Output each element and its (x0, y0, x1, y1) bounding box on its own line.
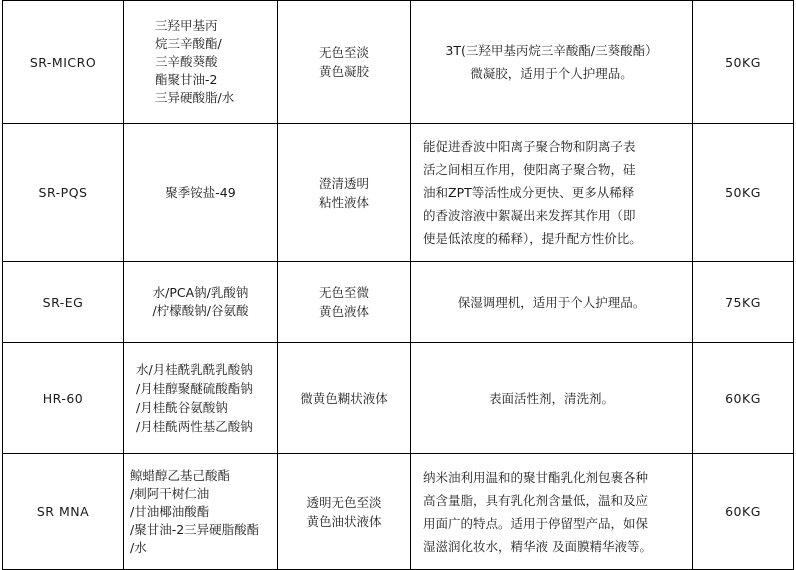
ingredient-line: 水/PCA钠/乳酸钠 (152, 285, 249, 300)
description-cell (411, 1, 693, 124)
package-size-cell (693, 262, 794, 343)
ingredient-line: 水/月桂酰乳酰乳酸钠 (136, 362, 253, 377)
package-size: 50KG (725, 185, 761, 200)
appearance-line: 微黄色糊状液体 (300, 390, 388, 406)
appearance-cell (278, 1, 411, 124)
ingredients-cell (124, 262, 278, 343)
ingredient-line: /刺阿干树仁油 (130, 485, 210, 501)
table-row (3, 1, 794, 124)
ingredients-cell (124, 124, 278, 262)
ingredient-line: /水 (130, 539, 147, 555)
appearance-line: 粘性液体 (318, 194, 369, 210)
product-code-cell (3, 262, 124, 343)
appearance-line: 黄色液体 (318, 304, 369, 319)
ingredient-line: 烷三辛酸酯/ (155, 36, 222, 51)
description-cell (411, 124, 693, 262)
appearance-line: 黄色凝胶 (318, 64, 369, 79)
description-cell (411, 343, 693, 454)
description-cell (411, 454, 693, 570)
ingredients-cell (124, 343, 278, 454)
appearance-line: 无色至淡 (318, 45, 369, 60)
description-line: 纳米油利用温和的聚甘酯乳化剂包裹各种 (423, 469, 649, 485)
description-line: 微凝胶，适用于个人护理品。 (470, 66, 633, 81)
ingredient-line: /月桂酰谷氨酸钠 (136, 400, 228, 415)
package-size: 60KG (725, 504, 761, 519)
appearance-cell (278, 454, 411, 570)
description-line: 保湿调理机，适用于个人护理品。 (457, 294, 646, 310)
ingredient-line: /甘油椰油酸酯 (130, 503, 210, 519)
product-code: SR MNA (36, 504, 90, 519)
description-line: 的香波溶液中絮凝出来发挥其作用（即 (423, 208, 636, 223)
description-line: 用面广的特点。适用于停留型产品，如保 (423, 515, 649, 531)
product-code-cell (3, 124, 124, 262)
product-code: SR-PQS (38, 185, 88, 200)
product-code: SR-MICRO (29, 54, 97, 70)
appearance-cell (278, 343, 411, 454)
appearance-cell (278, 124, 411, 262)
ingredient-line: /月桂酰两性基乙酸钠 (136, 419, 253, 434)
product-code-cell (3, 1, 124, 124)
description-line: 湿滋润化妆水，精华液 及面膜精华液等。 (423, 538, 652, 554)
product-table-body (3, 1, 794, 570)
package-size-cell (693, 454, 794, 570)
ingredients-cell (124, 1, 278, 124)
package-size-cell (693, 1, 794, 124)
ingredient-line: 三异硬酸脂/水 (155, 90, 235, 105)
description-line: 表面活性剂，清洗剂。 (488, 390, 614, 406)
ingredient-line: 三羟甲基丙 (155, 18, 218, 33)
ingredient-line: 三辛酸葵酸 (155, 54, 218, 69)
table-row (3, 124, 794, 262)
appearance-cell (278, 262, 411, 343)
package-size: 60KG (725, 390, 761, 406)
package-size-cell (693, 343, 794, 454)
appearance-line: 透明无色至淡 (306, 494, 382, 510)
description-line: 能促进香波中阳离子聚合物和阴离子表 (423, 139, 636, 154)
description-line: 油和ZPT等活性成分更快、更多从稀释 (423, 185, 635, 200)
table-row (3, 262, 794, 343)
appearance-line: 澄清透明 (318, 175, 369, 191)
description-line: 使是低浓度的稀释），提升配方性价比。 (423, 231, 642, 246)
ingredient-line: /月桂醇聚醚硫酸酯钠 (136, 381, 253, 396)
table-row (3, 454, 794, 570)
appearance-line: 无色至微 (318, 285, 369, 300)
package-size: 75KG (725, 294, 761, 310)
description-line: 活之间相互作用，使阳离子聚合物，硅 (423, 162, 636, 177)
description-cell (411, 262, 693, 343)
ingredients-cell (124, 454, 278, 570)
product-table (2, 0, 794, 570)
ingredient-line: 聚季铵盐-49 (165, 184, 236, 200)
product-code-cell (3, 343, 124, 454)
product-code: SR-EG (42, 294, 84, 310)
description-line: 高含量脂，具有乳化剂含量低，温和及应 (423, 492, 649, 508)
ingredient-line: 鲸蜡醇乙基己酸酯 (130, 467, 231, 483)
product-code: HR-60 (42, 390, 84, 406)
description-line: 3T(三羟甲基丙烷三辛酸酯/三葵酸酯） (445, 43, 658, 58)
appearance-line: 黄色油状液体 (306, 513, 382, 529)
ingredient-line: /柠檬酸钠/谷氨酸 (152, 303, 249, 318)
ingredient-line: /聚甘油-2三异硬脂酸酯 (130, 521, 260, 537)
product-code-cell (3, 454, 124, 570)
table-row (3, 343, 794, 454)
package-size-cell (693, 124, 794, 262)
package-size: 50KG (725, 54, 761, 70)
ingredient-line: 酯聚甘油-2 (155, 72, 218, 87)
